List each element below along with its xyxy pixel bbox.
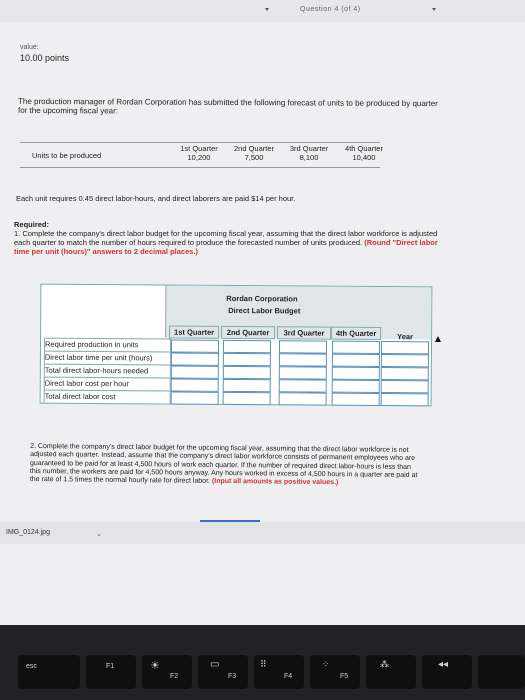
input-cell[interactable]: [223, 340, 271, 353]
launchpad-icon: ⠿: [260, 659, 267, 669]
input-cell[interactable]: [223, 379, 271, 392]
budget-company: Rordan Corporation: [226, 293, 298, 304]
row-label-labor-cost-per-hour: Direct labor cost per hour: [44, 377, 171, 392]
input-cell[interactable]: [332, 341, 380, 354]
key-esc[interactable]: [18, 655, 80, 689]
keyboard-backlight-icon: ⁘: [322, 659, 330, 669]
budget-title: Direct Labor Budget: [228, 305, 301, 316]
input-cell[interactable]: [279, 366, 327, 379]
dropdown-arrow-icon[interactable]: [432, 8, 436, 11]
col-header-q3: 3rd Quarter: [277, 326, 331, 339]
input-cell[interactable]: [223, 353, 271, 366]
input-cell[interactable]: [171, 392, 219, 405]
key-esc-label: esc: [26, 663, 37, 670]
download-filename[interactable]: IMG_0124.jpg: [6, 529, 50, 536]
key-f4[interactable]: [254, 655, 304, 689]
key-f4-label: F4: [284, 673, 293, 680]
key-f5-label: F5: [340, 673, 349, 680]
key-f6[interactable]: [366, 655, 416, 689]
input-cell[interactable]: [332, 354, 380, 367]
input-cell[interactable]: [223, 392, 271, 405]
input-cell[interactable]: [279, 379, 327, 392]
forecast-q2: 2nd Quarter 7,500: [233, 144, 275, 162]
key-f1-label: F1: [106, 663, 115, 670]
part-2-body: 2. Complete the company's direct labor budget for the upcoming fiscal year, assuming that the direct labor workforce is not adjusted each quarter. Instead, assume that the company's direct labor workforce consists of permanent employees who are guaranteed to be paid for at least 4,500 hours of work each quarter. If the number of required direct labor-hours is less than this number, the workers are paid for 4,500 hours anyway. Any hours worked in excess of 4,500 hours in a quarter are paid at the rate of 1.5 times the normal hourly rate for direct labor.: [29, 442, 418, 486]
key-f3[interactable]: [198, 655, 248, 689]
download-bar: [0, 522, 525, 544]
dropdown-arrow-icon[interactable]: [265, 8, 269, 11]
key-f8[interactable]: [478, 655, 525, 689]
col-header-year: Year: [397, 332, 414, 342]
forecast-table: [20, 142, 383, 168]
part-2-text: [30, 443, 420, 489]
question-label: Question 4 (of 4): [300, 6, 361, 13]
input-cell[interactable]: [171, 366, 219, 379]
input-cell[interactable]: [381, 367, 429, 380]
input-cell[interactable]: [381, 380, 429, 393]
points-value: 10.00 points: [20, 53, 70, 63]
required-item-1-note: (Round "Direct labor time per unit (hours)" answers to 2 decimal places.): [14, 238, 438, 256]
input-cell[interactable]: [171, 340, 219, 353]
keyboard-backlight-up-icon: ⁂: [380, 659, 389, 669]
input-cell[interactable]: [381, 354, 429, 367]
row-label-labor-time-per-unit: Direct labor time per unit (hours): [44, 351, 171, 366]
key-f5[interactable]: [310, 655, 360, 689]
input-cell[interactable]: [332, 393, 380, 406]
required-item-1: 1. Complete the company's direct labor budget for the upcoming fiscal year, assuming that the direct labor workforce is adjusted each quarter to match the number of hours required to produce the forecasted number of units produced.: [14, 229, 438, 247]
direct-labor-budget-table: [40, 284, 433, 407]
forecast-q3: 3rd Quarter 8,100: [289, 144, 329, 162]
required-section: [14, 220, 439, 256]
input-cell[interactable]: [381, 393, 429, 406]
row-label-total-labor-hours: Total direct labor-hours needed: [44, 364, 171, 379]
key-f2-label: F2: [170, 673, 179, 680]
input-cell[interactable]: [332, 380, 380, 393]
labor-note: Each unit requires 0.45 direct labor-hours, and direct laborers are paid $14 per hour.: [16, 194, 296, 203]
input-cell[interactable]: [171, 353, 219, 366]
col-header-q1: 1st Quarter: [169, 326, 219, 339]
row-label-total-labor-cost: Total direct labor cost: [44, 390, 171, 405]
forecast-q4: 4th Quarter 10,400: [345, 144, 383, 162]
input-cell[interactable]: [279, 340, 327, 353]
key-f1[interactable]: [86, 655, 136, 689]
rewind-icon: ◂◂: [438, 659, 449, 670]
required-title: Required:: [14, 220, 50, 229]
top-bar: [0, 0, 525, 22]
mouse-cursor-icon: [435, 336, 441, 342]
input-cell[interactable]: [279, 353, 327, 366]
key-f7[interactable]: [422, 655, 472, 689]
part-2-note: (Input all amounts as positive values.): [211, 478, 339, 487]
input-cell[interactable]: [279, 392, 327, 405]
chevron-down-icon[interactable]: ⌄: [96, 531, 102, 538]
forecast-row-label: Units to be produced: [32, 151, 102, 160]
input-cell[interactable]: [332, 367, 380, 380]
row-label-required-production: Required production in units: [44, 338, 171, 353]
col-header-q2: 2nd Quarter: [221, 326, 275, 339]
key-f2[interactable]: [142, 655, 192, 689]
input-cell[interactable]: [223, 366, 271, 379]
col-header-q4: 4th Quarter: [331, 327, 381, 340]
mission-control-icon: ▭: [210, 659, 220, 670]
forecast-q1: 1st Quarter 10,200: [180, 144, 218, 162]
value-label: value:: [20, 44, 39, 51]
key-f3-label: F3: [228, 673, 237, 680]
input-cell[interactable]: [381, 341, 429, 354]
input-cell[interactable]: [171, 379, 219, 392]
brightness-up-icon: ☀: [150, 660, 160, 672]
intro-text: The production manager of Rordan Corporation has submitted the following forecast of units to be produced by quarter for the upcoming fiscal year:: [17, 96, 438, 116]
